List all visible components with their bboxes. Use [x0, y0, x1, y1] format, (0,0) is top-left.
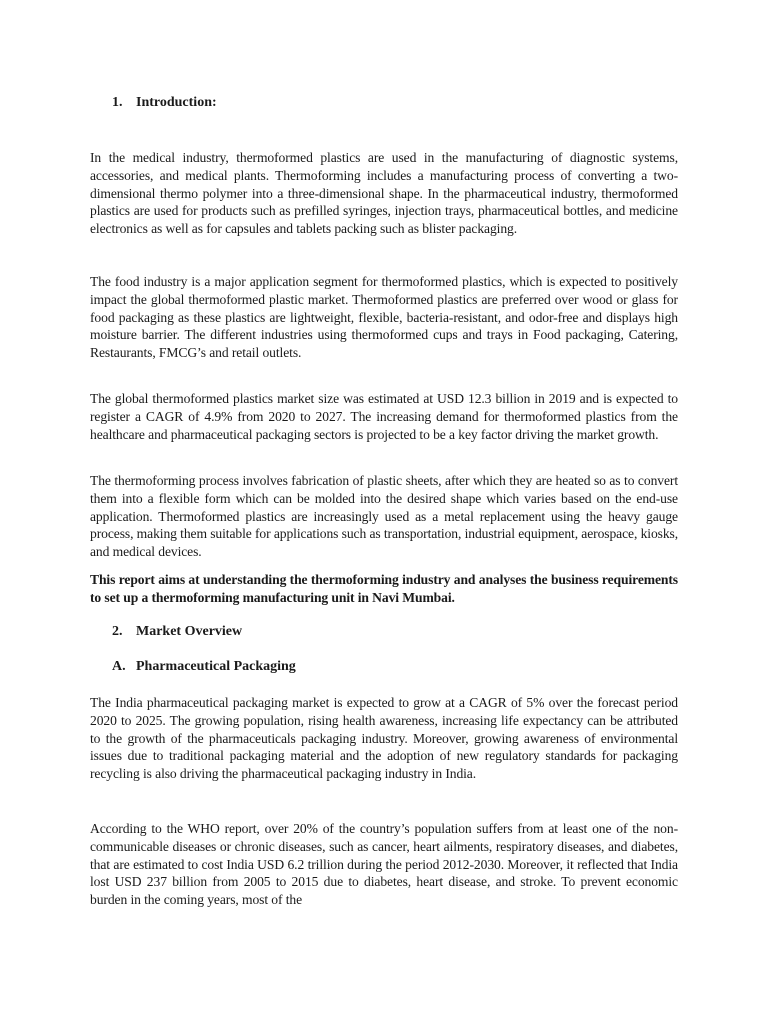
- paragraph-medical-industry: In the medical industry, thermoformed plastics are used in the manufacturing of diagnostic systems, accessories, and medical plants. Thermoforming includes a manufacturing process of converting a two-dimensional thermo polymer into a three-dimensional shape. In the pharmaceutical industry, thermoformed plastics are used for products such as prefilled syringes, injection trays, pharmaceutical bottles, and medicine electronics as well as for capsules and tablets packing such as blister packaging.: [90, 150, 678, 237]
- heading-introduction: [112, 94, 217, 112]
- heading-number: 1.: [112, 95, 123, 110]
- paragraph-thermoforming-process: The thermoforming process involves fabrication of plastic sheets, after which they are heated so as to convert them into a flexible form which can be molded into the desired shape which varies based on the end-use application. Thermoformed plastics are increasingly used as a metal replacement using the heavy gauge process, making them suitable for applications such as transportation, industrial equipment, aerospace, kiosks, and medical devices.: [90, 473, 679, 560]
- paragraph-market-size: The global thermoformed plastics market size was estimated at USD 12.3 billion in 2019 and is expected to register a CAGR of 4.9% from 2020 to 2027. The increasing demand for thermoformed plastics from the healthcare and pharmaceutical packaging sectors is projected to be a key factor driving the market growth.: [90, 391, 678, 442]
- heading-title: Market Overview: [136, 624, 243, 639]
- heading-pharmaceutical-packaging: [112, 658, 296, 676]
- paragraph-india-pharma-market: The India pharmaceutical packaging market is expected to grow at a CAGR of 5% over the forecast period 2020 to 2025. The growing population, rising health awareness, increasing life expectancy can be attributed to the growth of the pharmaceuticals packaging industry. Moreover, growing awareness of environmental issues due to traditional packaging material and the adoption of new regulatory standards for packaging recycling is also driving the pharmaceutical packaging industry in India.: [90, 695, 678, 782]
- heading-market-overview: [112, 623, 242, 641]
- heading-title: Introduction:: [136, 95, 217, 110]
- heading-number: A.: [112, 659, 126, 674]
- heading-number: 2.: [112, 624, 123, 639]
- heading-title: Pharmaceutical Packaging: [136, 659, 296, 674]
- paragraph-food-industry: The food industry is a major application segment for thermoformed plastics, which is expected to positively impact the global thermoformed plastic market. Thermoformed plastics are preferred over wood or glass for food packaging as these plastics are lightweight, flexible, bacteria-resistant, and odor-free and displays high moisture barrier. The different industries using thermoformed cups and trays in Food packaging, Catering, Restaurants, FMCG’s and retail outlets.: [90, 274, 678, 361]
- paragraph-report-aim: This report aims at understanding the thermoforming industry and analyses the business requirements to set up a thermoforming manufacturing unit in Navi Mumbai.: [90, 572, 678, 605]
- paragraph-who-report: According to the WHO report, over 20% of the country’s population suffers from at least one of the non-communicable diseases or chronic diseases, such as cancer, heart ailments, respiratory diseases, and diabetes, that are estimated to cost India USD 6.2 trillion during the period 2012-2030. Moreover, it reflected that India lost USD 237 billion from 2005 to 2015 due to diabetes, heart disease, and stroke. To prevent economic burden in the coming years, most of the: [90, 821, 678, 908]
